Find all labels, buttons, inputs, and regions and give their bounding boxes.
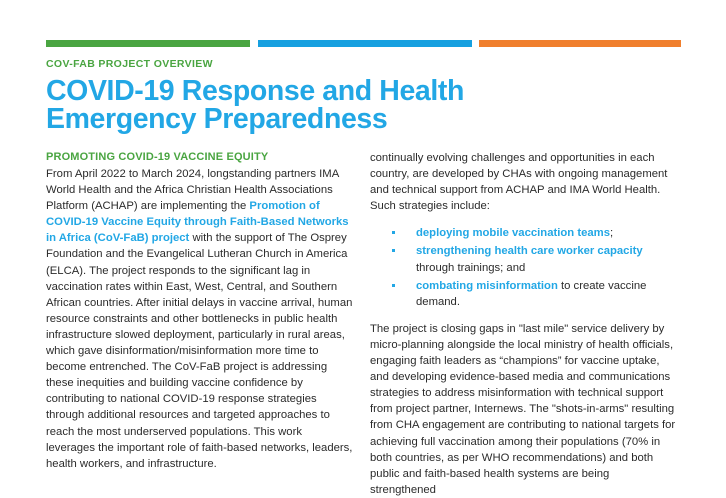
left-paragraph-1-part-1: From April 2022 to March 2024, longstanding partners IMA World Health and the Africa Christian Health Associations Platform (ACHAP) are implementing the: [46, 168, 339, 213]
list-item-highlight: combating misinformation: [416, 279, 558, 292]
header-rule-orange: [479, 40, 681, 47]
left-column: [46, 150, 354, 472]
bullet-dot-icon: [392, 284, 395, 287]
body-columns: [46, 150, 688, 496]
list-item: [392, 243, 678, 275]
list-item-rest: ;: [609, 227, 614, 240]
list-item-rest: to create vaccine demand.: [416, 279, 647, 308]
page-title-line-1: COVID-19 Response and Health: [46, 75, 464, 107]
page-title: [46, 77, 586, 133]
header-rule-blue: [258, 40, 472, 47]
strategies-list: [370, 225, 678, 309]
right-paragraph-2: The project is closing gaps in "last mile" service delivery by micro-planning alongside the local ministry of health officials, engaging faith leaders as “champions” for vaccine uptake, and developing evidence-based media and communications strategies to address misinformation with technical support from project partner, Internews. The "shots-in-arms" resulting from CHA engagement are contributing to national targets for achieving full vaccination among their populations (70% in both countries, as per WHO recommendations) and both public and faith-based health systems are being strengthened: [370, 322, 676, 496]
section-heading-vaccine-equity: PROMOTING COVID-19 VACCINE EQUITY: [46, 151, 269, 163]
bullet-dot-icon: [392, 231, 395, 234]
masthead: [46, 57, 686, 133]
header-rule-green: [46, 40, 250, 47]
right-paragraph-1: continually evolving challenges and opportunities in each country, are developed by CHAs with ongoing management and technical support from ACHAP and IMA World Health. Such strategies include:: [370, 152, 668, 213]
left-paragraph-1-part-2: with the support of The Osprey Foundation and the Evangelical Lutheran Church in America (ELCA). The project responds to the significant lag in vaccination rates within East, West, Central, and Southern African countries. After initial delays in vaccine arrival, human resource constraints and other bottlenecks in public health infrastructure slowed deployment, particularly in rural areas, which gave disinformation/misinformation more time to become entrenched. The CoV-FaB project is addressing these inequities and building vaccine confidence by contributing to national COVID-19 response strategies through additional resources and targeted approaches to reach the most underserved populations. This work leverages the important role of faith-based networks, leaders, health workers, and infrastructure.: [46, 232, 353, 470]
list-item: [392, 278, 678, 310]
bullet-dot-icon: [392, 249, 395, 252]
list-item-highlight: deploying mobile vaccination teams: [416, 227, 610, 240]
left-paragraph-1: [46, 166, 354, 472]
eyebrow-label: COV-FAB PROJECT OVERVIEW: [46, 58, 213, 70]
list-item-highlight: strengthening health care worker capacity: [416, 245, 643, 258]
page-title-line-2: Emergency Preparedness: [46, 103, 388, 135]
list-item: [392, 225, 678, 241]
project-name-highlight: Promotion of COVID-19 Vaccine Equity through Faith-Based Networks in Africa (CoV-FaB) project: [46, 200, 349, 245]
right-column: [370, 150, 678, 498]
header-rule-group: [0, 40, 726, 47]
list-item-rest: through trainings; and: [416, 261, 526, 274]
